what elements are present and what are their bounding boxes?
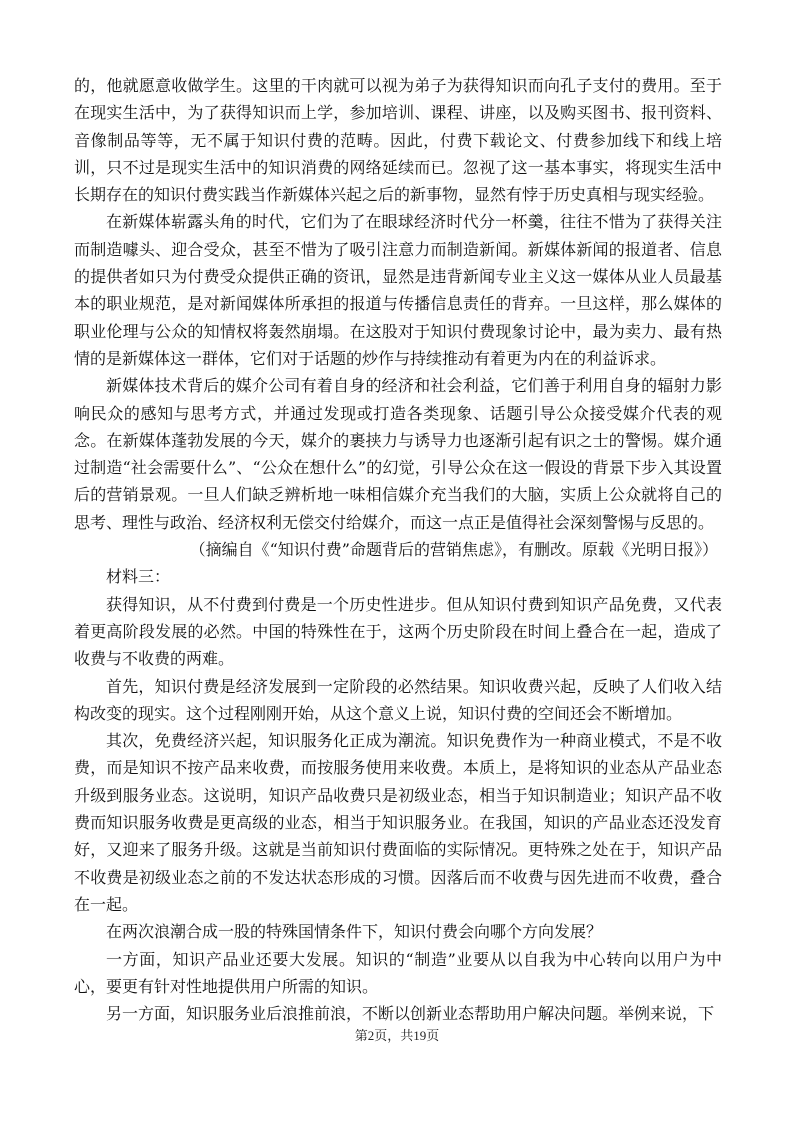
document-body — [74, 72, 722, 1027]
paragraph: 在新媒体崭露头角的时代，它们为了在眼球经济时代分一杯羹，往往不惜为了获得关注而制造噱头、迎合受众，甚至不惜为了吸引注意力而制造新闻。新媒体新闻的报道者、信息的提供者如只为付费受众提供正确的资讯，显然是违背新闻专业主义这一媒体从业人员最基本的职业规范，是对新闻媒体所承担的报道与传播信息责任的背弃。一旦这样，那么媒体的职业伦理与公众的知情权将轰然崩塌。在这股对于知识付费现象讨论中，最为卖力、最有热情的是新媒体这一群体，它们对于话题的炒作与持续推动有着更为内在的利益诉求。 — [74, 212, 722, 368]
source-citation: （摘编自《“知识付费”命题背后的营销焦虑》，有删改。原载《光明日报》） — [189, 540, 718, 560]
paragraph: 首先，知识付费是经济发展到一定阶段的必然结果。知识收费兴起，反映了人们收入结构改变的现实。这个过程刚刚开始，从这个意义上说，知识付费的空间还会不断增加。 — [74, 676, 722, 723]
paragraph: 另一方面，知识服务业后浪推前浪，不断以创新业态帮助用户解决问题。举例来说，下 — [106, 1004, 715, 1024]
page-number: 第2页，共19页 — [354, 1028, 440, 1043]
paragraph: 一方面，知识产品业还要大发展。知识的“制造”业要从以自我为中心转向以用户为中心，要更有针对性地提供用户所需的知识。 — [74, 949, 722, 996]
paragraph: 其次，免费经济兴起，知识服务化正成为潮流。知识免费作为一种商业模式，不是不收费，而是知识不按产品来收费，而按服务使用来收费。本质上，是将知识的业态从产品业态升级到服务业态。这说明，知识产品收费只是初级业态，相当于知识制造业；知识产品不收费而知识服务收费是更高级的业态，相当于知识服务业。在我国，知识的产品业态还没发育好，又迎来了服务升级。这就是当前知识付费面临的实际情况。更特殊之处在于，知识产品不收费是初级业态之前的不发达状态形成的习惯。因落后而不收费与因先进而不收费，叠合在一起。 — [74, 731, 722, 914]
paragraph: 新媒体技术背后的媒介公司有着自身的经济和社会利益，它们善于利用自身的辐射力影响民众的感知与思考方式，并通过发现或打造各类现象、话题引导公众接受媒介代表的观念。在新媒体蓬勃发展的今天，媒介的裹挟力与诱导力也逐渐引起有识之士的警惕。媒介通过制造“社会需要什么”、“公众在想什么”的幻觉，引导公众在这一假设的背景下步入其设置后的营销景观。一旦人们缺乏辨析地一味相信媒介充当我们的大脑，实质上公众就将自己的思考、理性与政治、经济权利无偿交付给媒介，而这一点正是值得社会深刻警惕与反思的。 — [74, 376, 722, 532]
material-label: 材料三： — [106, 567, 171, 587]
paragraph: 的，他就愿意收做学生。这里的干肉就可以视为弟子为获得知识而向孔子支付的费用。至于在现实生活中，为了获得知识而上学，参加培训、课程、讲座，以及购买图书、报刊资料、音像制品等等，无不属于知识付费的范畴。因此，付费下载论文、付费参加线下和线上培训，只不过是现实生活中的知识消费的网络延续而已。忽视了这一基本事实，将现实生活中长期存在的知识付费实践当作新媒体兴起之后的新事物，显然有悖于历史真相与现实经验。 — [74, 76, 722, 205]
paragraph: 获得知识，从不付费到付费是一个历史性进步。但从知识付费到知识产品免费，又代表着更高阶段发展的必然。中国的特殊性在于，这两个历史阶段在时间上叠合在一起，造成了收费与不收费的两难。 — [74, 594, 722, 669]
paragraph: 在两次浪潮合成一股的特殊国情条件下，知识付费会向哪个方向发展？ — [106, 922, 603, 942]
